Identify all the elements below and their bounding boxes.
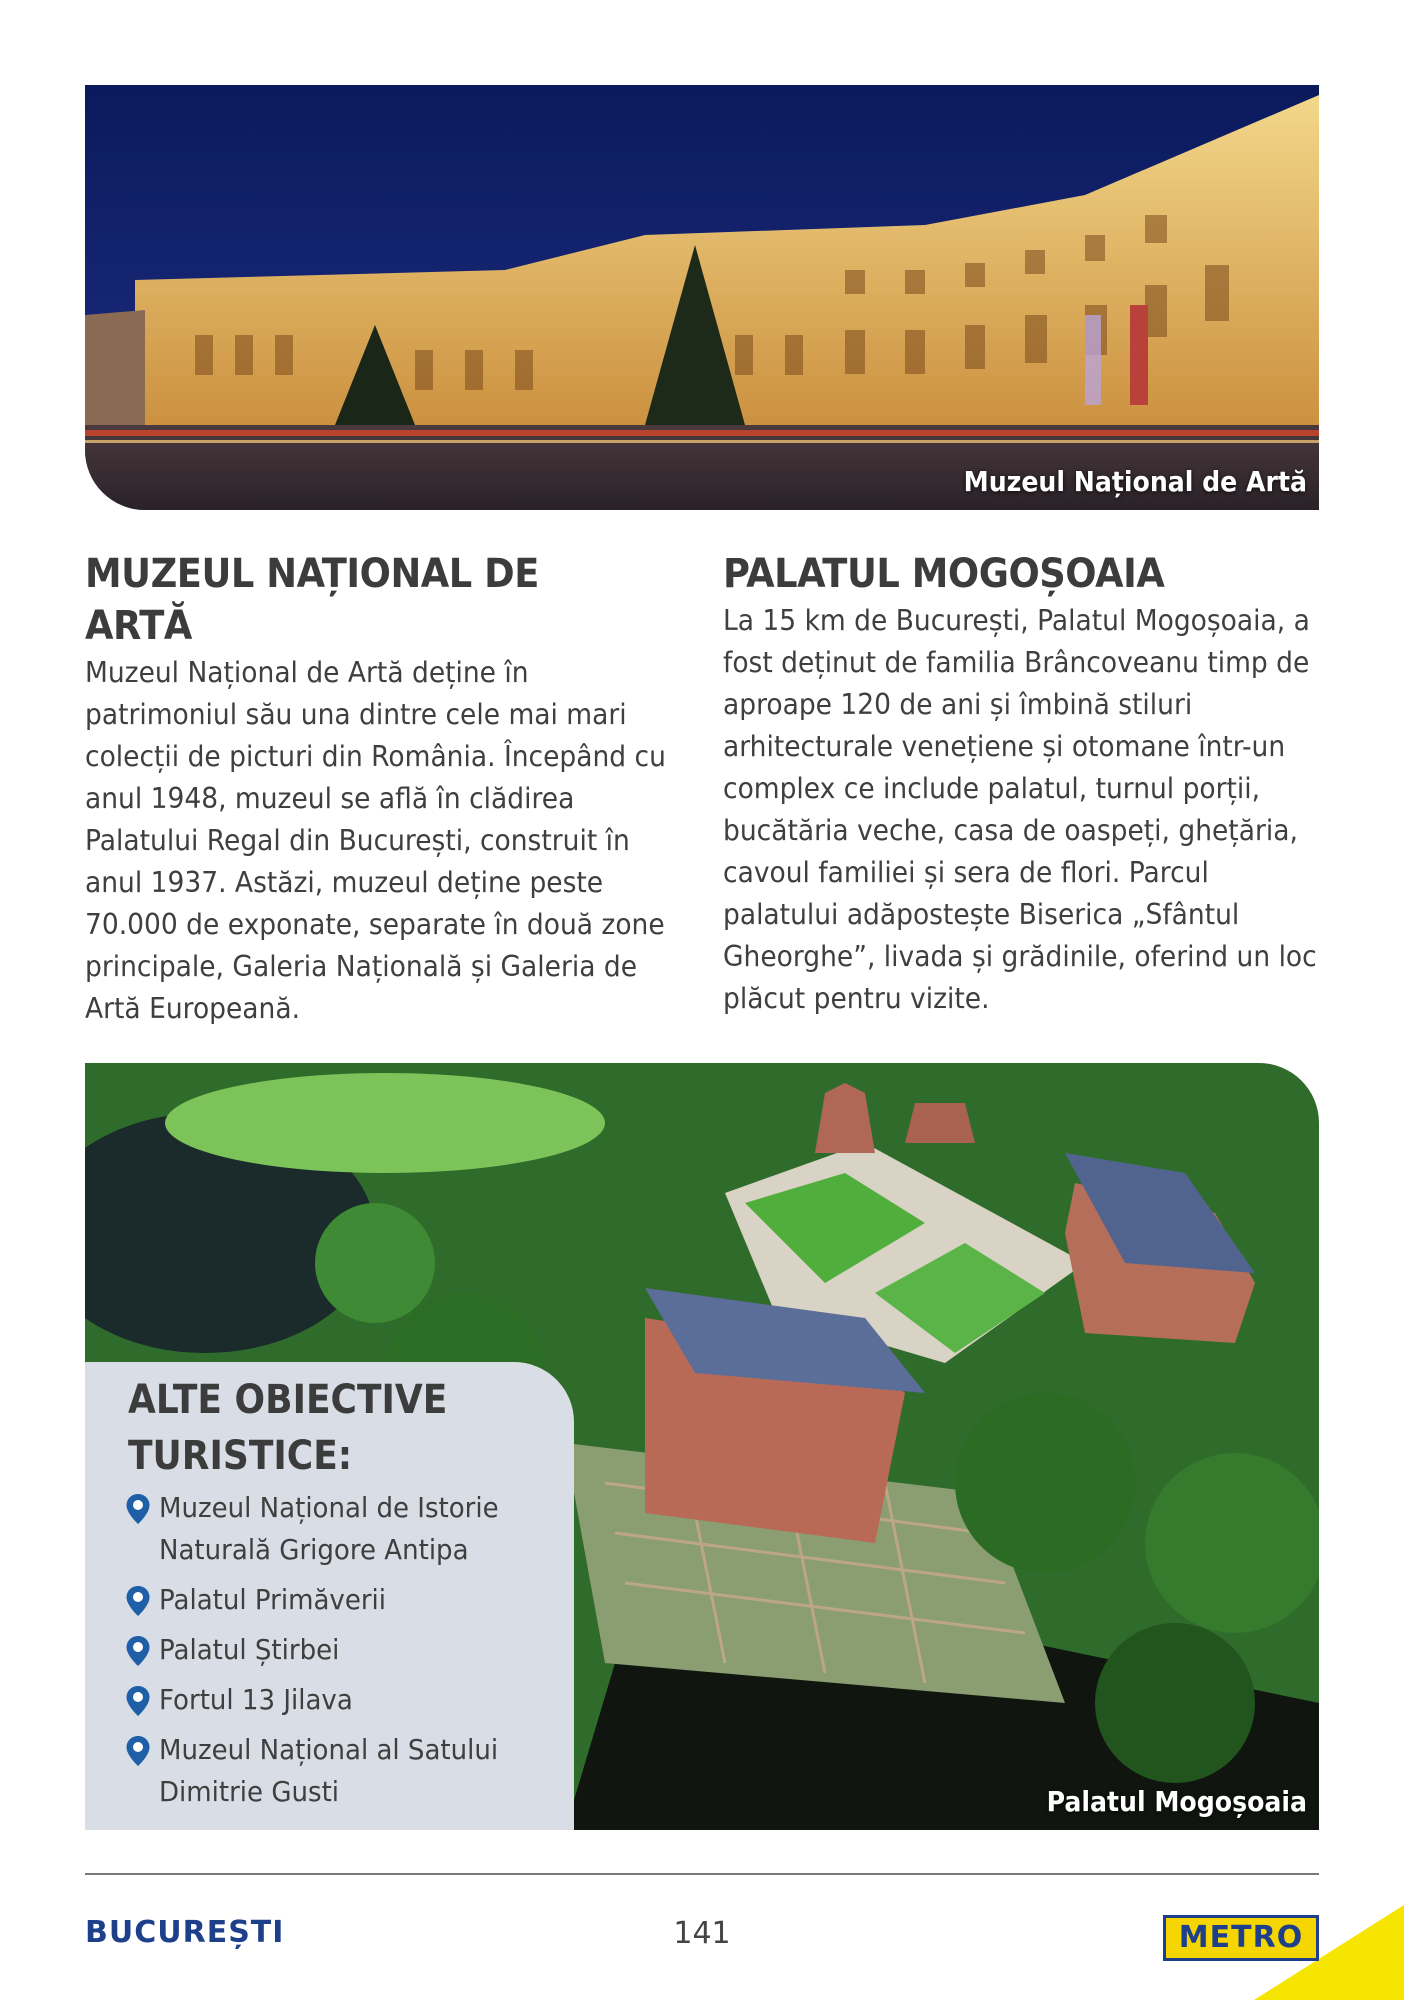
- other-attractions-title: ALTE OBIECTIVE TURISTICE:: [128, 1377, 448, 1479]
- mogosoaia-photo-caption: Palatul Mogoșoaia: [1046, 1785, 1307, 1818]
- list-item-label: Muzeul Național al Satului Dimitrie Gusti: [159, 1733, 499, 1808]
- location-pin-icon: [125, 1493, 151, 1525]
- list-item: [125, 1679, 565, 1721]
- list-item-label: Fortul 13 Jilava: [159, 1683, 353, 1716]
- list-item-label: Palatul Primăverii: [159, 1583, 387, 1616]
- list-item: [125, 1487, 565, 1571]
- location-pin-icon: [125, 1735, 151, 1767]
- other-attractions-list: [125, 1487, 565, 1821]
- footer-divider: [85, 1873, 1319, 1875]
- location-pin-icon: [125, 1585, 151, 1617]
- mogosoaia-section-title: PALATUL MOGOȘOAIA: [723, 551, 1165, 597]
- page-number: 141: [673, 1916, 731, 1951]
- museum-section: [85, 548, 675, 1030]
- museum-section-title: MUZEUL NAȚIONAL DE ARTĂ: [85, 551, 539, 649]
- list-item: [125, 1629, 565, 1671]
- list-item: [125, 1729, 565, 1813]
- list-item-label: Palatul Știrbei: [159, 1633, 340, 1666]
- footer-city: BUCUREȘTI: [85, 1915, 285, 1950]
- other-attractions-box: [85, 1362, 574, 1830]
- mogosoaia-section: [723, 548, 1317, 1020]
- museum-photo: [85, 85, 1319, 510]
- mogosoaia-section-body: La 15 km de București, Palatul Mogoșoaia, a fost deținut de familia Brâncoveanu timp de aproape 120 de ani și îmbină stiluri arhitecturale venețiene și otomane într-un complex ce include palatul, turnul porții, bucătăria veche, casa de oaspeți, ghețăria, cavoul familiei și sera de flori. Parcul palatului adăpostește Biserica „Sfântul Gheorghe”, livada și grădinile, oferind un loc plăcut pentru vizite.: [723, 604, 1317, 1015]
- museum-photo-caption: Muzeul Național de Artă: [963, 465, 1307, 498]
- location-pin-icon: [125, 1685, 151, 1717]
- list-item: [125, 1579, 565, 1621]
- museum-section-body: Muzeul Național de Artă deține în patrimoniul său una dintre cele mai mari colecții de picturi din România. Începând cu anul 1948, muzeul se află în clădirea Palatului Regal din București, construit în anul 1937. Astăzi, muzeul deține peste 70.000 de exponate, separate în două zone principale, Galeria Națională și Galeria de Artă Europeană.: [85, 656, 666, 1025]
- list-item-label: Muzeul Național de Istorie Naturală Grigore Antipa: [159, 1491, 499, 1566]
- metro-logo: METRO: [1163, 1915, 1319, 1961]
- location-pin-icon: [125, 1635, 151, 1667]
